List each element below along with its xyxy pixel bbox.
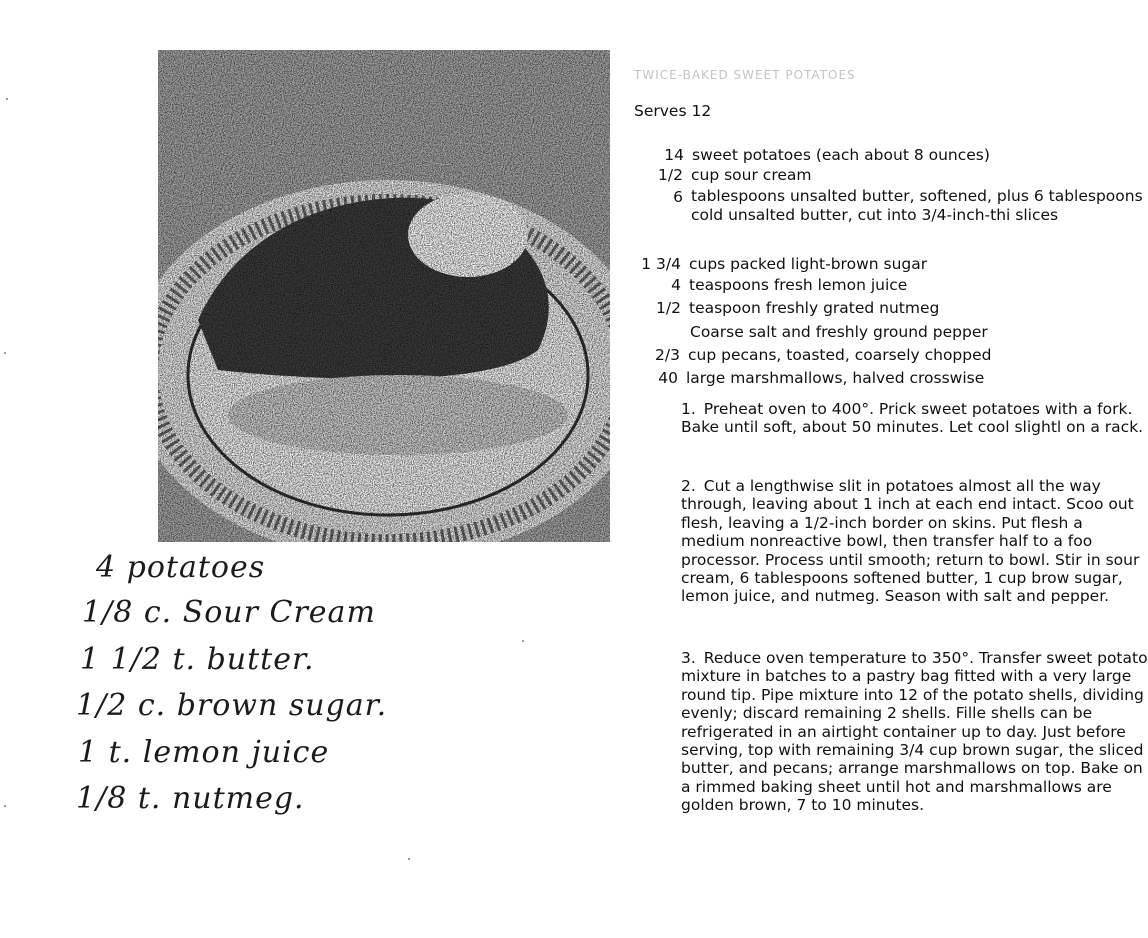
ingredient-quantity: 1/2 [658, 166, 683, 184]
ingredient-item [658, 165, 812, 185]
ingredient-item [673, 187, 1148, 224]
step-number: 3. [681, 649, 696, 667]
ingredient-item [664, 145, 990, 165]
ingredient-text: teaspoons fresh lemon juice [689, 276, 908, 294]
ingredient-text: tablespoons unsalted butter, softened, plus 6 tablespoons cold unsalted butter, cut into 3/4-inch-thi slices [691, 187, 1143, 224]
ingredient-text: cups packed light-brown sugar [689, 255, 928, 273]
ingredient-quantity: 1/2 [656, 299, 681, 317]
scan-speck [4, 805, 6, 807]
scan-speck [522, 640, 524, 642]
ingredient-item [641, 254, 928, 274]
ingredient-item [655, 345, 992, 365]
ingredient-text: sweet potatoes (each about 8 ounces) [692, 146, 990, 164]
scan-speck [408, 858, 410, 860]
handwritten-line: 1 1/2 t. butter. [80, 642, 315, 677]
handwritten-line: 1/8 t. nutmeg. [76, 781, 305, 816]
ingredient-text: teaspoon freshly grated nutmeg [689, 299, 940, 317]
ingredient-quantity: 1 3/4 [641, 255, 681, 273]
ingredient-item [671, 275, 908, 295]
ingredient-item [656, 298, 940, 318]
scan-speck [6, 98, 8, 100]
servings: Serves 12 [634, 102, 712, 120]
step-number: 1. [681, 400, 696, 418]
ingredient-item [658, 368, 985, 388]
step-text: Reduce oven temperature to 350°. Transfer sweet potato mixture in batches to a pastry bag fitted with a very large round tip. Pipe mixture into 12 of the potato shells, dividing evenly; discard remaining 2 shells. Fille shells can be refrigerated in an airtight container up to day. Just before serving, top with remaining 3/4 cup brown sugar, the sliced butter, and pecans; arrange marshmallows on top. Bake on a rimmed baking sheet until hot and marshmallows are golden brown, 7 to 10 minutes. [681, 649, 1148, 815]
ingredient-quantity: 14 [664, 146, 684, 164]
ingredient-quantity: 4 [671, 276, 681, 294]
recipe-photo [158, 50, 610, 542]
handwritten-line: 1/2 c. brown sugar. [76, 688, 388, 723]
scan-speck [4, 352, 6, 354]
method-step [681, 400, 1148, 437]
step-text: Cut a lengthwise slit in potatoes almost all the way through, leaving about 1 inch at each end intact. Scoo out flesh, leaving a 1/2-inch border on skins. Put flesh a medium nonreactive bowl, then transfer half to a foo processor. Process until smooth; return to bowl. Stir in sour cream, 6 tablespoons softened butter, 1 cup brow sugar, lemon juice, and nutmeg. Season with salt and pepper. [681, 477, 1140, 606]
ingredient-text: cup pecans, toasted, coarsely chopped [688, 346, 992, 364]
handwritten-line: 1 t. lemon juice [78, 735, 330, 770]
ingredient-quantity: 2/3 [655, 346, 680, 364]
ingredient-text: cup sour cream [691, 166, 812, 184]
method-step [681, 649, 1148, 815]
ingredient-text: Coarse salt and freshly ground pepper [690, 323, 988, 341]
ingredient-text: large marshmallows, halved crosswise [686, 369, 985, 387]
ingredient-item [690, 322, 988, 342]
recipe-title: TWICE-BAKED SWEET POTATOES [634, 68, 856, 82]
step-text: Preheat oven to 400°. Prick sweet potatoes with a fork. Bake until soft, about 50 minutes. Let cool slightl on a rack. [681, 400, 1144, 437]
method-step [681, 477, 1148, 606]
handwritten-line: 1/8 c. Sour Cream [82, 595, 376, 630]
ingredient-quantity: 6 [673, 188, 683, 206]
handwritten-line: 4 potatoes [96, 550, 266, 585]
ingredient-quantity: 40 [658, 369, 678, 387]
step-number: 2. [681, 477, 696, 495]
